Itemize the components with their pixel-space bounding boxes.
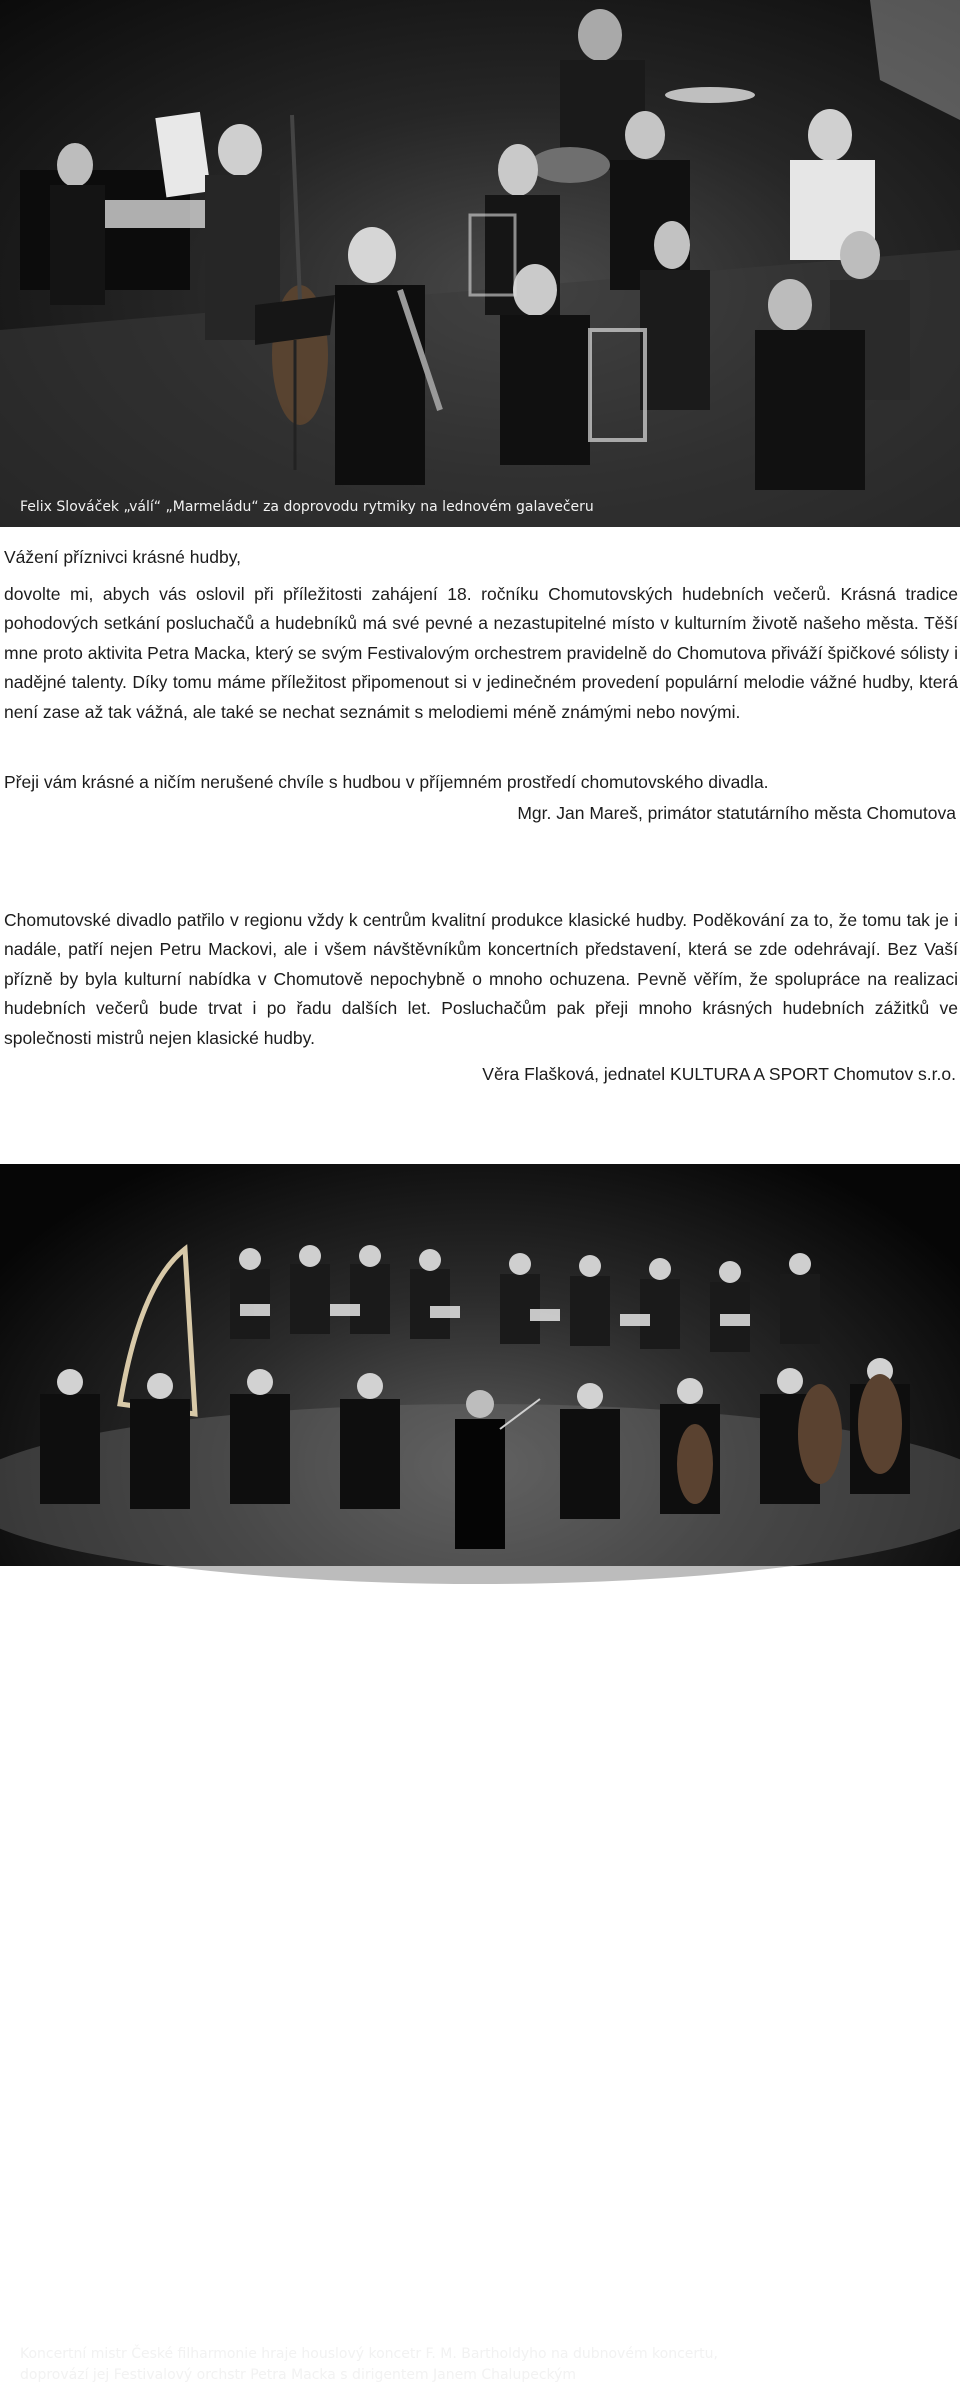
bottom-photo-caption-line1: Koncertní mistr České filharmonie hraje houslový koncetr F. M. Bartholdyho na dubnovém koncertu, [20,2346,718,2362]
bottom-photo [0,1164,960,2383]
bottom-photo-illustration [0,1164,960,1566]
letter-director-paragraph: Chomutovské divadlo patřilo v regionu vždy k centrům kvalitní produkce klasické hudby. Poděkování za to, že tomu tak je i nadále, patří nejen Petru Mackovi, ale i všem návštěvníkům koncertních představení, která se zde odehrávají. Bez Vaší přízně by byla kulturní nabídka v Chomutově nepochybně o mnoho ochuzena. Pevně věřím, že spolupráce na realizaci hudebních večerů bude trvat i po řadu dalších let. Posluchačům pak přeji mnoho krásných hudebních zážitků ve společnosti mistrů nejen klasické hudby. [4,910,958,1048]
top-photo-caption [20,497,594,518]
letter-mayor-closing: Přeji vám krásné a ničím nerušené chvíle s hudbou v příjemném prostředí chomutovského divadla. [4,772,769,792]
bottom-photo-caption [20,2344,718,2386]
top-photo-illustration [0,0,960,527]
bottom-photo-caption-line2: doprovází jej Festivalový orchstr Petra Macka s dirigentem Janem Chalupeckým [20,2367,577,2383]
letter-director-signature: Věra Flašková, jednatel KULTURA A SPORT Chomutov s.r.o. [482,1064,956,1084]
top-photo-caption-text: Felix Slováček „válí“ „Marmeládu“ za doprovodu rytmiky na lednovém galavečeru [20,499,594,515]
letter-mayor-paragraph: dovolte mi, abych vás oslovil při příležitosti zahájení 18. ročníku Chomutovských hudebních večerů. Krásná tradice pohodových setkání posluchačů a hudebníků má své pevné a nezastupitelné místo v kulturním životě našeho města. Těší mne proto aktivita Petra Macka, který se svým Festivalovým orchestrem pravidelně do Chomutova přiváží špičkové sólisty i nadějné talenty. Díky tomu máme příležitost připomenout si v jedinečném provedení populární melodie vážné hudby, která není zase až tak vážná, ale také se nechat seznámit s melodiemi méně známými nebo novými. [4,584,958,722]
letter-mayor-body [4,580,958,727]
top-photo [0,0,960,527]
letter-director-body [4,906,958,1053]
letter-mayor-signature: Mgr. Jan Mareš, primátor statutárního města Chomutova [517,803,956,823]
letter-salutation: Vážení příznivci krásné hudby, [4,547,242,567]
